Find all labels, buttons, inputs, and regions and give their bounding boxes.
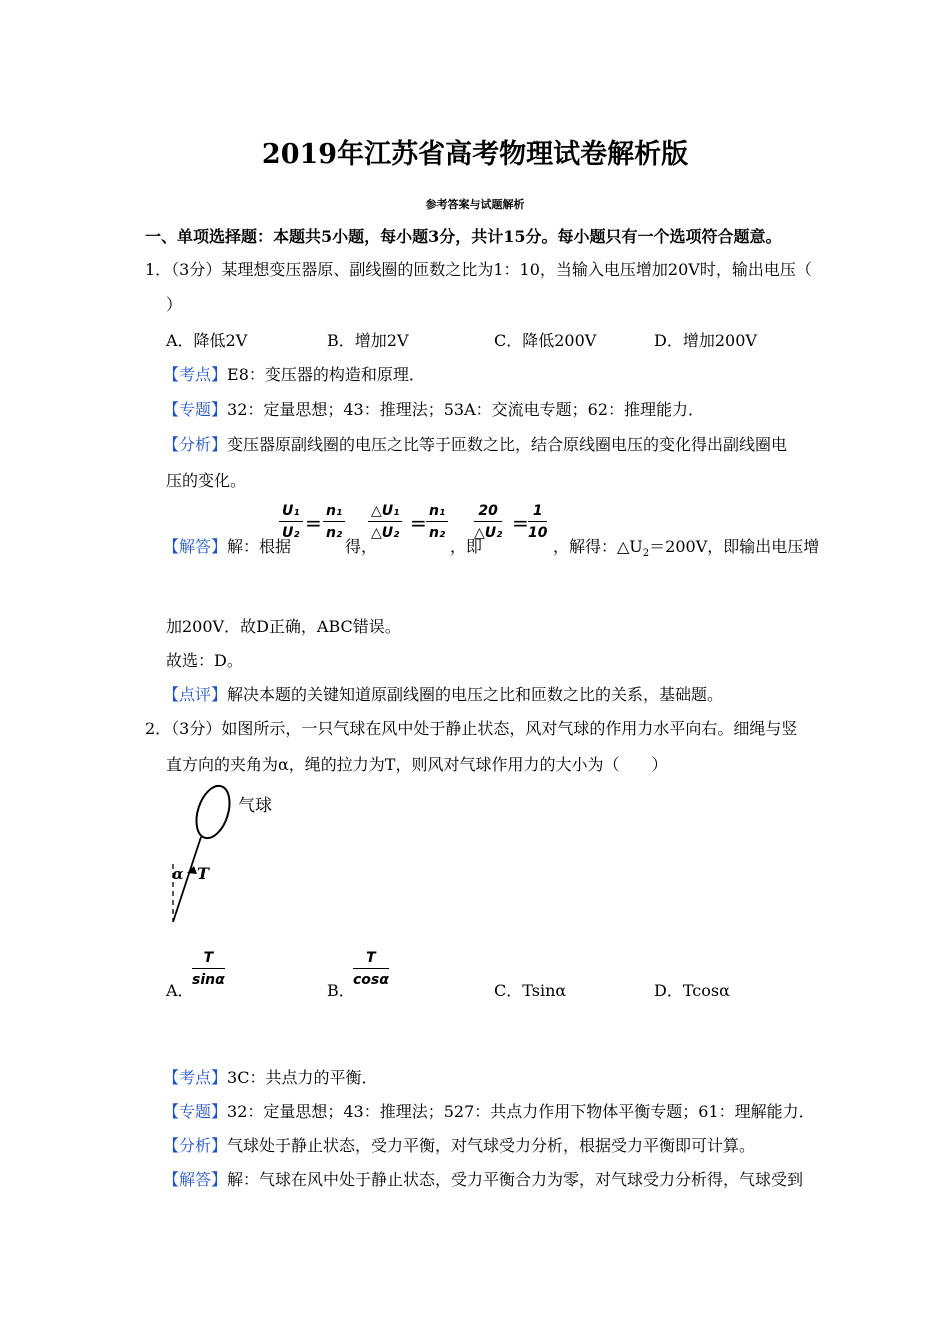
frac-numerator: T [353, 950, 389, 969]
q2-fenxi [163, 1133, 755, 1156]
q1-fenxi-line2: 压的变化。 [166, 471, 247, 490]
q1-jieda-prefix [163, 534, 291, 557]
q1-frac-n1-n2 [323, 503, 345, 541]
q1-jieda-result-text: ＝200V，即输出电压增 [649, 537, 820, 556]
q2-stem-line1: 2．（3分）如图所示，一只气球在风中处于静止状态，风对气球的作用力水平向右。细绳与竖 [145, 719, 798, 738]
equals-sign: = [410, 511, 427, 535]
q1-option-b: B．增加2V [327, 331, 409, 350]
equals-sign: = [512, 511, 529, 535]
q2-jieda [163, 1167, 803, 1190]
frac-numerator: 20 [474, 503, 502, 522]
q1-option-d: D．增加200V [654, 331, 757, 350]
frac-denominator: n₂ [429, 525, 446, 541]
jieda-tag: 【解答】 [163, 537, 228, 556]
q2-zhuanti-text: 32：定量思想；43：推理法；527：共点力作用下物体平衡专题；61：理解能力． [227, 1102, 815, 1121]
page-title: 2019年江苏省高考物理试卷解析版 [261, 139, 689, 170]
kaodian-tag: 【考点】 [163, 1068, 228, 1087]
q2-zhuanti [163, 1099, 815, 1122]
section-heading: 一、单项选择题：本题共5小题，每小题3分，共计15分。每小题只有一个选项符合题意。 [145, 227, 782, 246]
jieda-tag: 【解答】 [163, 1170, 228, 1189]
page-subtitle: 参考答案与试题解析 [425, 198, 525, 211]
q2-jieda-text: 解：气球在风中处于静止状态，受力平衡合力为零，对气球受力分析得，气球受到 [227, 1170, 804, 1189]
q2-option-a-frac [192, 950, 225, 988]
fenxi-tag: 【分析】 [163, 435, 228, 454]
frac-numerator: n₁ [426, 503, 448, 522]
q1-frac-n1-n2-b [426, 503, 448, 541]
frac-numerator: 1 [528, 503, 547, 522]
balloon-figure [165, 782, 290, 927]
frac-denominator: △U₂ [371, 525, 400, 541]
q1-option-a: A．降低2V [166, 331, 248, 350]
q1-kaodian-text: E8：变压器的构造和原理． [227, 365, 425, 384]
q1-zhuanti-text: 32：定量思想；43：推理法；53A：交流电专题；62：推理能力． [227, 400, 705, 419]
dianping-tag: 【点评】 [163, 685, 228, 704]
q2-option-d: D．Tcosα [654, 981, 730, 1000]
q1-frac-1-10 [528, 503, 547, 541]
q2-fenxi-text: 气球处于静止状态，受力平衡，对气球受力分析，根据受力平衡即可计算。 [227, 1136, 756, 1155]
q1-jieda-result [553, 534, 819, 559]
frac-numerator: U₁ [279, 503, 303, 522]
q1-jieda-de: 得， [345, 537, 378, 556]
alpha-label: α [172, 865, 184, 883]
frac-denominator: cosα [353, 972, 389, 988]
q1-stem-line1: 1．（3分）某理想变压器原、副线圈的匝数之比为1：10，当输入电压增加20V时，输出电压（ [145, 260, 812, 279]
q1-jieda-ji: ，即 [450, 537, 483, 556]
q2-kaodian [163, 1065, 377, 1088]
balloon-label: 气球 [238, 796, 272, 816]
q1-jieda-suffix: ，解得：△U [553, 537, 643, 556]
q1-option-c: C．降低200V [494, 331, 597, 350]
tension-label: T [197, 864, 209, 883]
q1-fenxi [163, 432, 787, 455]
q2-option-a-prefix: A． [166, 981, 194, 1000]
tension-arrow-icon [187, 866, 197, 874]
q2-option-b-prefix: B． [327, 981, 355, 1000]
frac-denominator: n₂ [326, 525, 343, 541]
q2-kaodian-text: 3C：共点力的平衡． [227, 1068, 378, 1087]
zhuanti-tag: 【专题】 [163, 400, 228, 419]
q1-frac-u1-u2 [279, 503, 303, 541]
frac-denominator: 10 [528, 525, 548, 541]
q1-jieda-line2: 加200V．故D正确，ABC错误。 [166, 617, 401, 636]
q1-zhuanti [163, 397, 704, 420]
q2-stem-line2: 直方向的夹角为α，绳的拉力为T，则风对气球作用力的大小为（ ） [166, 755, 668, 774]
q1-dianping [163, 682, 723, 705]
frac-numerator: n₁ [323, 503, 345, 522]
fenxi-tag: 【分析】 [163, 1136, 228, 1155]
kaodian-tag: 【考点】 [163, 365, 228, 384]
q1-frac-20-du2 [474, 503, 502, 541]
q2-option-b-frac [353, 950, 389, 988]
frac-numerator: △U₁ [368, 503, 402, 522]
zhuanti-tag: 【专题】 [163, 1102, 228, 1121]
q1-stem-line2: ） [166, 295, 183, 314]
frac-numerator: T [192, 950, 225, 969]
equals-sign: = [305, 511, 322, 535]
q1-fenxi-text: 变压器原副线圈的电压之比等于匝数之比，结合原线圈电压的变化得出副线圈电 [227, 435, 788, 454]
q1-kaodian [163, 362, 425, 385]
frac-denominator: △U₂ [474, 525, 503, 541]
q1-jieda-prefix-text: 解：根据 [227, 537, 292, 556]
frac-denominator: sinα [192, 972, 225, 988]
q1-jieda-subscript: 2 [642, 548, 650, 560]
q1-choice: 故选：D。 [166, 651, 243, 670]
q1-frac-du1-du2 [368, 503, 402, 541]
q2-option-c: C．Tsinα [494, 981, 567, 1000]
q1-dianping-text: 解决本题的关键知道原副线圈的电压之比和匝数之比的关系，基础题。 [227, 685, 724, 704]
balloon-shape [190, 782, 235, 842]
frac-denominator: U₂ [282, 525, 300, 541]
